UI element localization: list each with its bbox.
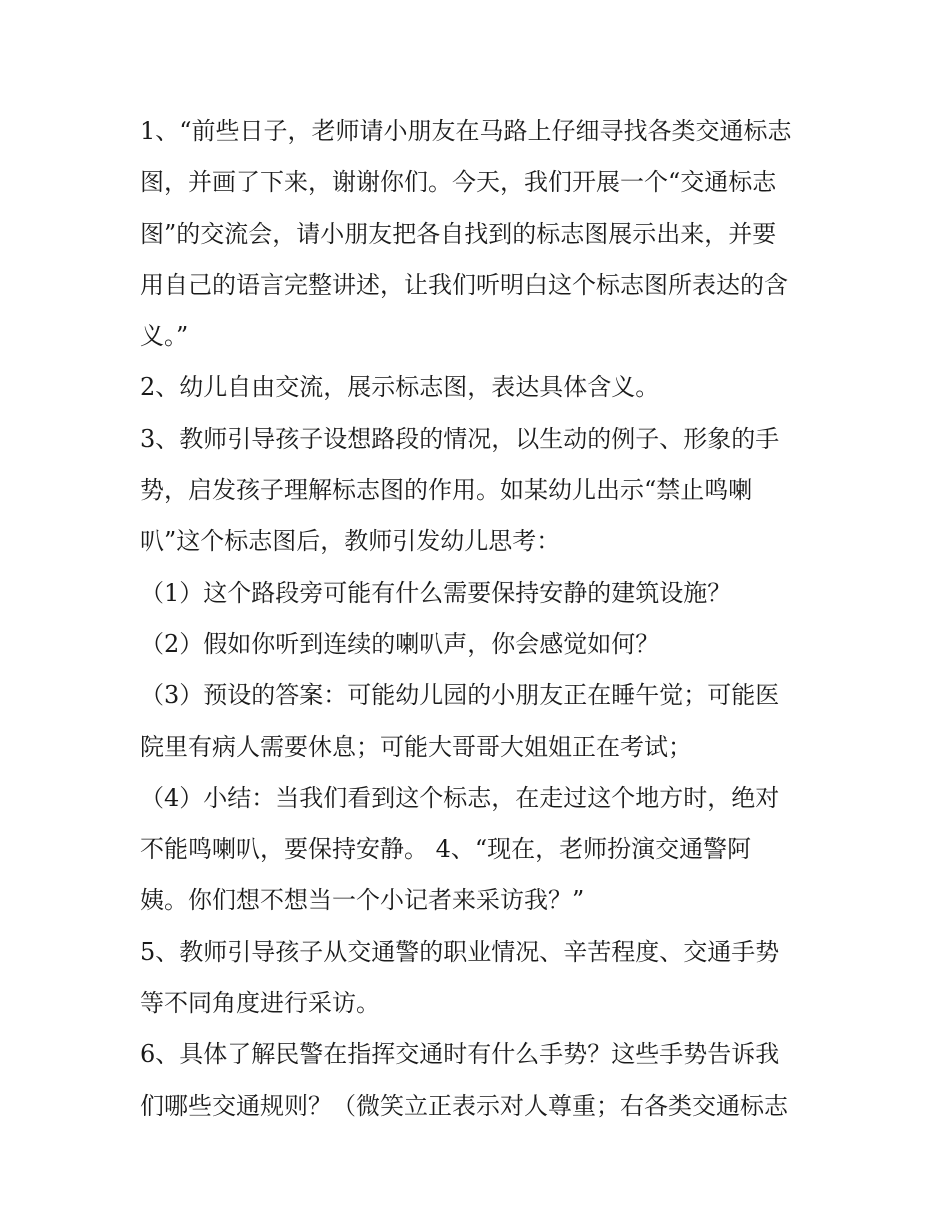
text-line: 用自己的语言完整讲述，让我们听明白这个标志图所表达的含 (140, 270, 788, 299)
text-line: 不能鸣喇叭，要保持安静。 4、“现在，老师扮演交通警阿 (140, 835, 752, 864)
text-line: 们哪些交通规则？（微笑立正表示对人尊重；右各类交通标志 (140, 1091, 788, 1120)
text-line: 等不同角度进行采访。 (140, 989, 380, 1018)
text-line: 1、“前些日子，老师请小朋友在马路上仔细寻找各类交通标志 (140, 117, 792, 145)
text-line: （2）假如你听到连续的喇叭声，你会感觉如何？ (140, 629, 660, 658)
text-line: 6、具体了解民警在指挥交通时有什么手势？这些手势告诉我 (140, 1040, 780, 1069)
text-line: 院里有病人需要休息；可能大哥哥大姐姐正在考试； (140, 732, 692, 761)
text-line: （1）这个路段旁可能有什么需要保持安静的建筑设施？ (140, 578, 732, 607)
text-line: 势，启发孩子理解标志图的作用。如某幼儿出示“禁止鸣喇 (140, 476, 753, 505)
text-line: 5、教师引导孩子从交通警的职业情况、辛苦程度、交通手势 (140, 937, 780, 966)
text-line: 图”的交流会，请小朋友把各自找到的标志图展示出来，并要 (140, 219, 777, 248)
text-line: 图，并画了下来，谢谢你们。今天，我们开展一个“交通标志 (140, 168, 777, 197)
text-line: 姨。你们想不想当一个小记者来采访我？” (140, 886, 585, 915)
text-line: 3、教师引导孩子设想路段的情况，以生动的例子、形象的手 (140, 424, 780, 453)
text-line: （3）预设的答案：可能幼儿园的小朋友正在睡午觉；可能医 (140, 681, 780, 710)
text-line: 义。” (140, 322, 189, 351)
document-body (140, 106, 816, 1132)
text-line: 叭”这个标志图后，教师引发幼儿思考： (140, 527, 561, 556)
text-line: 2、幼儿自由交流，展示标志图，表达具体含义。 (140, 373, 660, 402)
text-line: （4）小结：当我们看到这个标志，在走过这个地方时，绝对 (140, 783, 780, 812)
